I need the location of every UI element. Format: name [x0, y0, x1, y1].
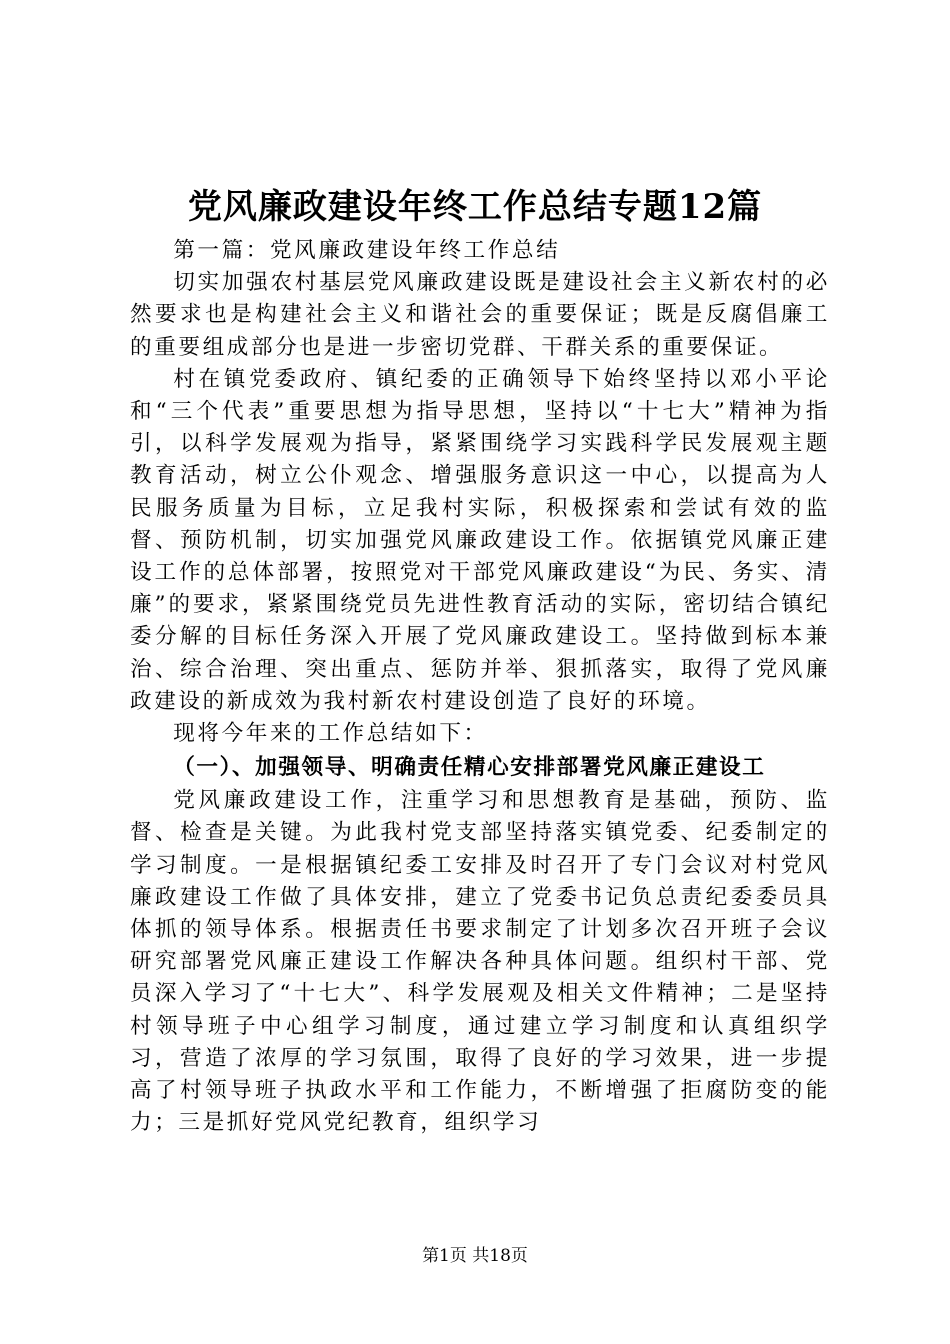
- document-body: [130, 235, 830, 1139]
- paragraph-4: 党风廉政建设工作，注重学习和思想教育是基础，预防、监督、检查是关键。为此我村党支部坚持落实镇党委、纪委制定的学习制度。一是根据镇纪委工安排及时召开了专门会议对村党风廉政建设工作做了具体安排，建立了党委书记负总责纪委委员具体抓的领导体系。根据责任书要求制定了计划多次召开班子会议研究部署党风廉正建设工作解决各种具体问题。组织村干部、党员深入学习了“十七大”、科学发展观及相关文件精神；二是坚持村领导班子中心组学习制度，通过建立学习制度和认真组织学习，营造了浓厚的学习氛围，取得了良好的学习效果，进一步提高了村领导班子执政水平和工作能力，不断增强了拒腐防变的能力；三是抓好党风党纪教育，组织学习: [130, 788, 830, 1136]
- paragraph-3: 现将今年来的工作总结如下：: [173, 721, 488, 747]
- page-footer: 第1页 共18页: [422, 1246, 528, 1266]
- section-label: 第一篇：党风廉政建设年终工作总结: [173, 238, 561, 263]
- paragraph-2: 村在镇党委政府、镇纪委的正确领导下始终坚持以邓小平论和“三个代表”重要思想为指导思想，坚持以“十七大”精神为指引，以科学发展观为指导，紧紧围绕学习实践科学民发展观主题教育活动，树立公仆观念、增强服务意识这一中心，以提高为人民服务质量为目标，立足我村实际，积极探索和尝试有效的监督、预防机制，切实加强党风廉政建设工作。依据镇党风廉正建设工作的总体部署，按照党对干部党风廉政建设“为民、务实、清廉”的要求，紧紧围绕党员先进性教育活动的实际，密切结合镇纪委分解的目标任务深入开展了党风廉政建设工。坚持做到标本兼治、综合治理、突出重点、惩防并举、狠抓落实，取得了党风廉政建设的新成效为我村新农村建设创造了良好的环境。: [130, 366, 830, 714]
- section-heading: （一）、加强领导、明确责任精心安排部署党风廉正建设工: [173, 755, 766, 781]
- paragraph-1: 切实加强农村基层党风廉政建设既是建设社会主义新农村的必然要求也是构建社会主义和谐社会的重要保证；既是反腐倡廉工的重要组成部分也是进一步密切党群、干群关系的重要保证。: [130, 270, 830, 360]
- document-title: 党风廉政建设年终工作总结专题12篇: [187, 187, 763, 227]
